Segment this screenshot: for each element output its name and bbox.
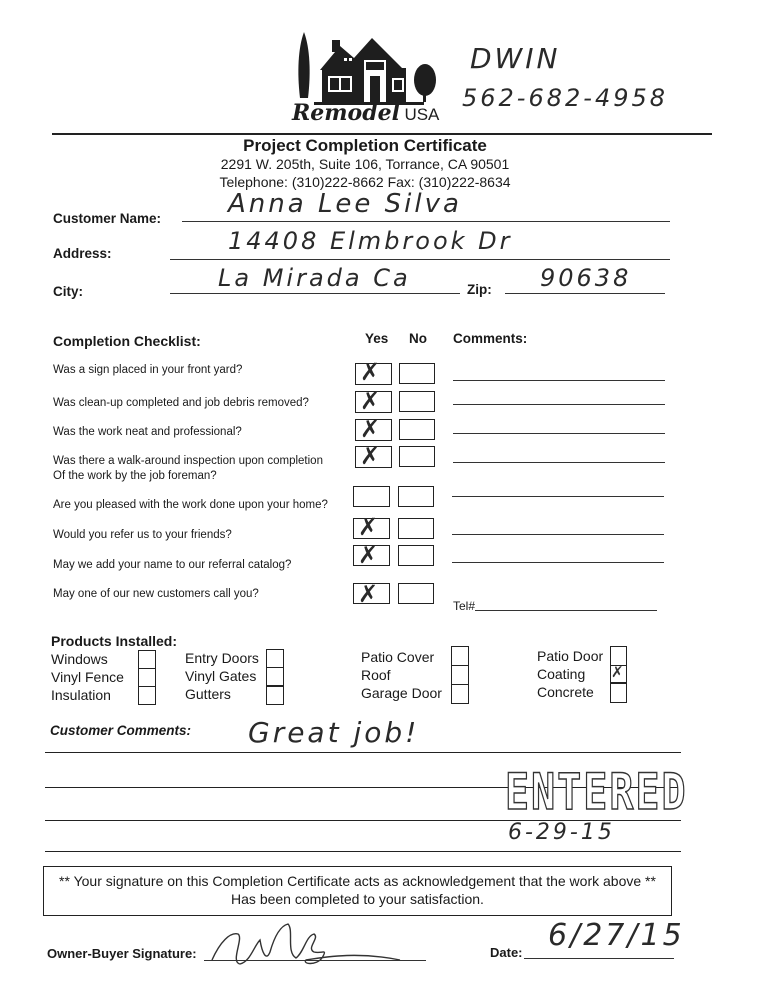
checklist-3-no-checkbox[interactable] <box>399 419 435 440</box>
product-patio-door-label: Patio Door <box>537 648 604 664</box>
product-garage-door-label: Garage Door <box>361 685 442 701</box>
comment-line-1[interactable] <box>45 752 681 753</box>
checklist-question-4-line2: Of the work by the job foreman? <box>53 470 217 482</box>
checklist-4-no-checkbox[interactable] <box>399 446 435 467</box>
checklist-5-no-checkbox[interactable] <box>398 486 434 507</box>
product-gutters-label: Gutters <box>185 686 231 702</box>
company-phone: Telephone: (310)222-8662 Fax: (310)222-8634 <box>219 174 511 190</box>
product-entry-doors-label: Entry Doors <box>185 650 259 666</box>
address-field[interactable] <box>170 259 670 260</box>
product-patio-cover-checkbox[interactable] <box>451 646 469 666</box>
tel-field[interactable] <box>475 610 657 611</box>
product-windows-checkbox[interactable] <box>138 650 156 669</box>
entered-stamp: ENTERED <box>505 764 688 822</box>
handwritten-contact-name: DWIN <box>470 42 561 75</box>
address-label: Address: <box>53 246 112 261</box>
comments-column-header: Comments: <box>453 331 528 346</box>
city-value: La Mirada Ca <box>218 264 411 292</box>
city-field[interactable] <box>170 293 460 294</box>
product-garage-door-checkbox[interactable] <box>451 684 469 704</box>
checklist-4-comment-field[interactable] <box>453 462 665 463</box>
checkmark-icon: ✗ <box>358 541 379 569</box>
product-insulation-label: Insulation <box>51 687 111 703</box>
checklist-6-comment-field[interactable] <box>452 534 664 535</box>
checklist-2-no-checkbox[interactable] <box>399 391 435 412</box>
checklist-question-3: Was the work neat and professional? <box>53 426 242 438</box>
house-logo-icon <box>292 28 442 106</box>
address-value: 14408 Elmbrook Dr <box>228 227 513 255</box>
product-roof-label: Roof <box>361 667 391 683</box>
product-coating-label: Coating <box>537 666 586 682</box>
signature-date-value: 6/27/15 <box>548 918 685 953</box>
checkmark-icon: ✗ <box>358 580 379 608</box>
logo-brand: Remodel <box>292 100 400 126</box>
checklist-3-comment-field[interactable] <box>453 433 665 434</box>
checklist-question-2: Was clean-up completed and job debris removed? <box>53 397 309 409</box>
yes-column-header: Yes <box>365 331 389 346</box>
checklist-question-1: Was a sign placed in your front yard? <box>53 364 243 376</box>
product-vinyl-fence-label: Vinyl Fence <box>51 669 124 685</box>
product-concrete-label: Concrete <box>537 684 594 700</box>
product-concrete-checkbox[interactable] <box>610 683 627 703</box>
product-patio-door-checkbox[interactable] <box>610 646 627 666</box>
checkmark-icon: ✗ <box>358 513 379 541</box>
zip-label: Zip: <box>467 282 492 297</box>
zip-value: 90638 <box>540 264 632 292</box>
checklist-5-yes-checkbox[interactable] <box>353 486 390 507</box>
customer-name-value: Anna Lee Silva <box>228 189 462 219</box>
product-vinyl-gates-label: Vinyl Gates <box>185 668 257 684</box>
checklist-question-5: Are you pleased with the work done upon your home? <box>53 499 328 511</box>
checklist-1-comment-field[interactable] <box>453 380 665 381</box>
checklist-8-no-checkbox[interactable] <box>398 583 434 604</box>
customer-comments-label: Customer Comments: <box>50 723 192 738</box>
signature-label: Owner-Buyer Signature: <box>47 946 197 961</box>
product-vinyl-fence-checkbox[interactable] <box>138 668 156 687</box>
company-logo <box>292 28 442 128</box>
checklist-1-no-checkbox[interactable] <box>399 363 435 384</box>
notice-line-1: ** Your signature on this Completion Certificate acts as acknowledgement that the work above ** <box>59 873 656 889</box>
acknowledgement-notice <box>43 866 672 916</box>
signature-scribble-icon <box>210 912 410 972</box>
no-column-header: No <box>409 331 427 346</box>
customer-name-label: Customer Name: <box>53 211 162 226</box>
checkmark-icon: ✗ <box>360 442 381 470</box>
checklist-7-comment-field[interactable] <box>452 562 664 563</box>
logo-wordmark <box>292 100 439 126</box>
checklist-5-comment-field[interactable] <box>452 496 664 497</box>
header-divider <box>52 133 712 135</box>
product-insulation-checkbox[interactable] <box>138 686 156 705</box>
customer-name-field[interactable] <box>182 221 670 222</box>
notice-line-2: Has been completed to your satisfaction. <box>231 891 484 907</box>
product-vinyl-gates-checkbox[interactable] <box>266 667 284 686</box>
product-gutters-checkbox[interactable] <box>266 686 284 705</box>
city-label: City: <box>53 284 83 299</box>
checkmark-icon: ✗ <box>360 387 381 415</box>
checkmark-icon: ✗ <box>360 358 381 386</box>
checklist-7-no-checkbox[interactable] <box>398 545 434 566</box>
checklist-question-4: Was there a walk-around inspection upon completion <box>53 455 323 467</box>
product-roof-checkbox[interactable] <box>451 665 469 685</box>
customer-comments-value: Great job! <box>248 716 420 749</box>
entered-stamp-date: 6-29-15 <box>508 820 615 845</box>
handwritten-contact-phone: 562-682-4958 <box>462 84 669 112</box>
checkmark-icon: ✗ <box>360 415 381 443</box>
zip-field[interactable] <box>505 293 665 294</box>
checklist-title: Completion Checklist: <box>53 333 201 349</box>
date-field[interactable] <box>524 958 674 959</box>
product-windows-label: Windows <box>51 651 108 667</box>
comment-line-4[interactable] <box>45 851 681 852</box>
checklist-2-comment-field[interactable] <box>453 404 665 405</box>
product-patio-cover-label: Patio Cover <box>361 649 435 665</box>
document-title: Project Completion Certificate <box>243 136 487 155</box>
checklist-question-7: May we add your name to our referral catalog? <box>53 559 292 571</box>
checklist-6-no-checkbox[interactable] <box>398 518 434 539</box>
tel-label: Tel# <box>453 599 476 613</box>
date-label: Date: <box>490 945 523 960</box>
products-title: Products Installed: <box>51 633 178 649</box>
checklist-question-8: May one of our new customers call you? <box>53 588 259 600</box>
logo-suffix: USA <box>404 105 440 124</box>
checklist-question-6: Would you refer us to your friends? <box>53 529 232 541</box>
company-address: 2291 W. 205th, Suite 106, Torrance, CA 90501 <box>220 156 510 172</box>
checkmark-icon: ✗ <box>611 664 624 681</box>
product-entry-doors-checkbox[interactable] <box>266 649 284 668</box>
